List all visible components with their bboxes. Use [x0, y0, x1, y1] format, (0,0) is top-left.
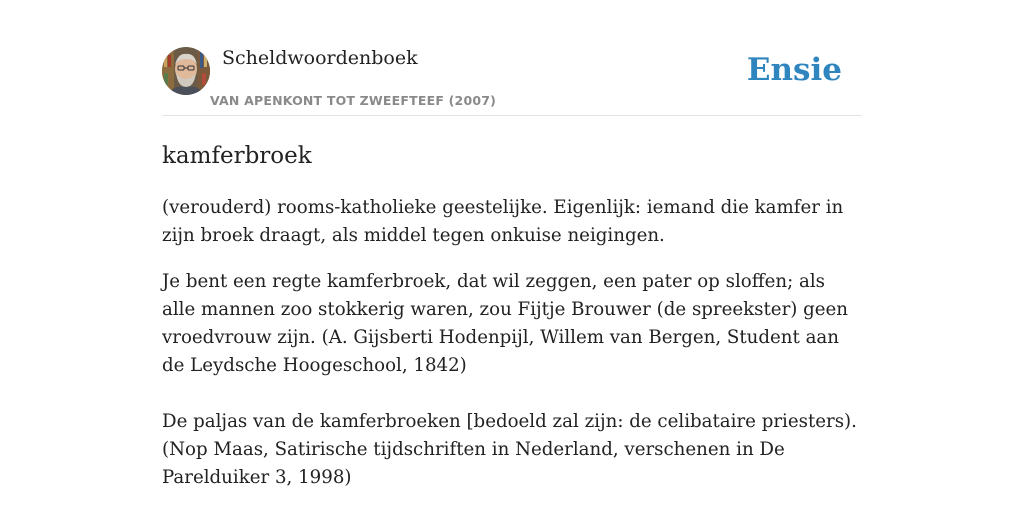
author-avatar[interactable] — [162, 47, 210, 95]
author-name[interactable]: Scheldwoordenboek — [222, 47, 418, 69]
entry-example: De paljas van de kamferbroeken [bedoeld zal zijn: de celibataire priesters). (Nop Maas, Satirische tijdschriften in Nederland, verschenen in De Parelduiker 3, 1998) — [162, 411, 857, 488]
entry-header — [162, 45, 862, 116]
author-portrait-image — [162, 47, 210, 95]
entry-definition: (verouderd) rooms-katholieke geestelijke. Eigenlijk: iemand die kamfer in zijn broek draagt, als middel tegen onkuise neigingen. — [162, 197, 844, 246]
source-subtitle: VAN APENKONT TOT ZWEEFTEEF (2007) — [210, 93, 497, 108]
entry-term: kamferbroek — [162, 143, 312, 169]
entry-card — [162, 45, 862, 492]
entry-example: Je bent een regte kamferbroek, dat wil zeggen, een pater op sloffen; als alle mannen zoo stokkerig waren, zou Fijtje Brouwer (de spreekster) geen vroedvrouw zijn. (A. Gijsberti Hodenpijl, Willem van Bergen, Student aan de Leydsche Hoogeschool, 1842) — [162, 271, 849, 376]
brand-logo[interactable]: Ensie — [746, 52, 842, 88]
